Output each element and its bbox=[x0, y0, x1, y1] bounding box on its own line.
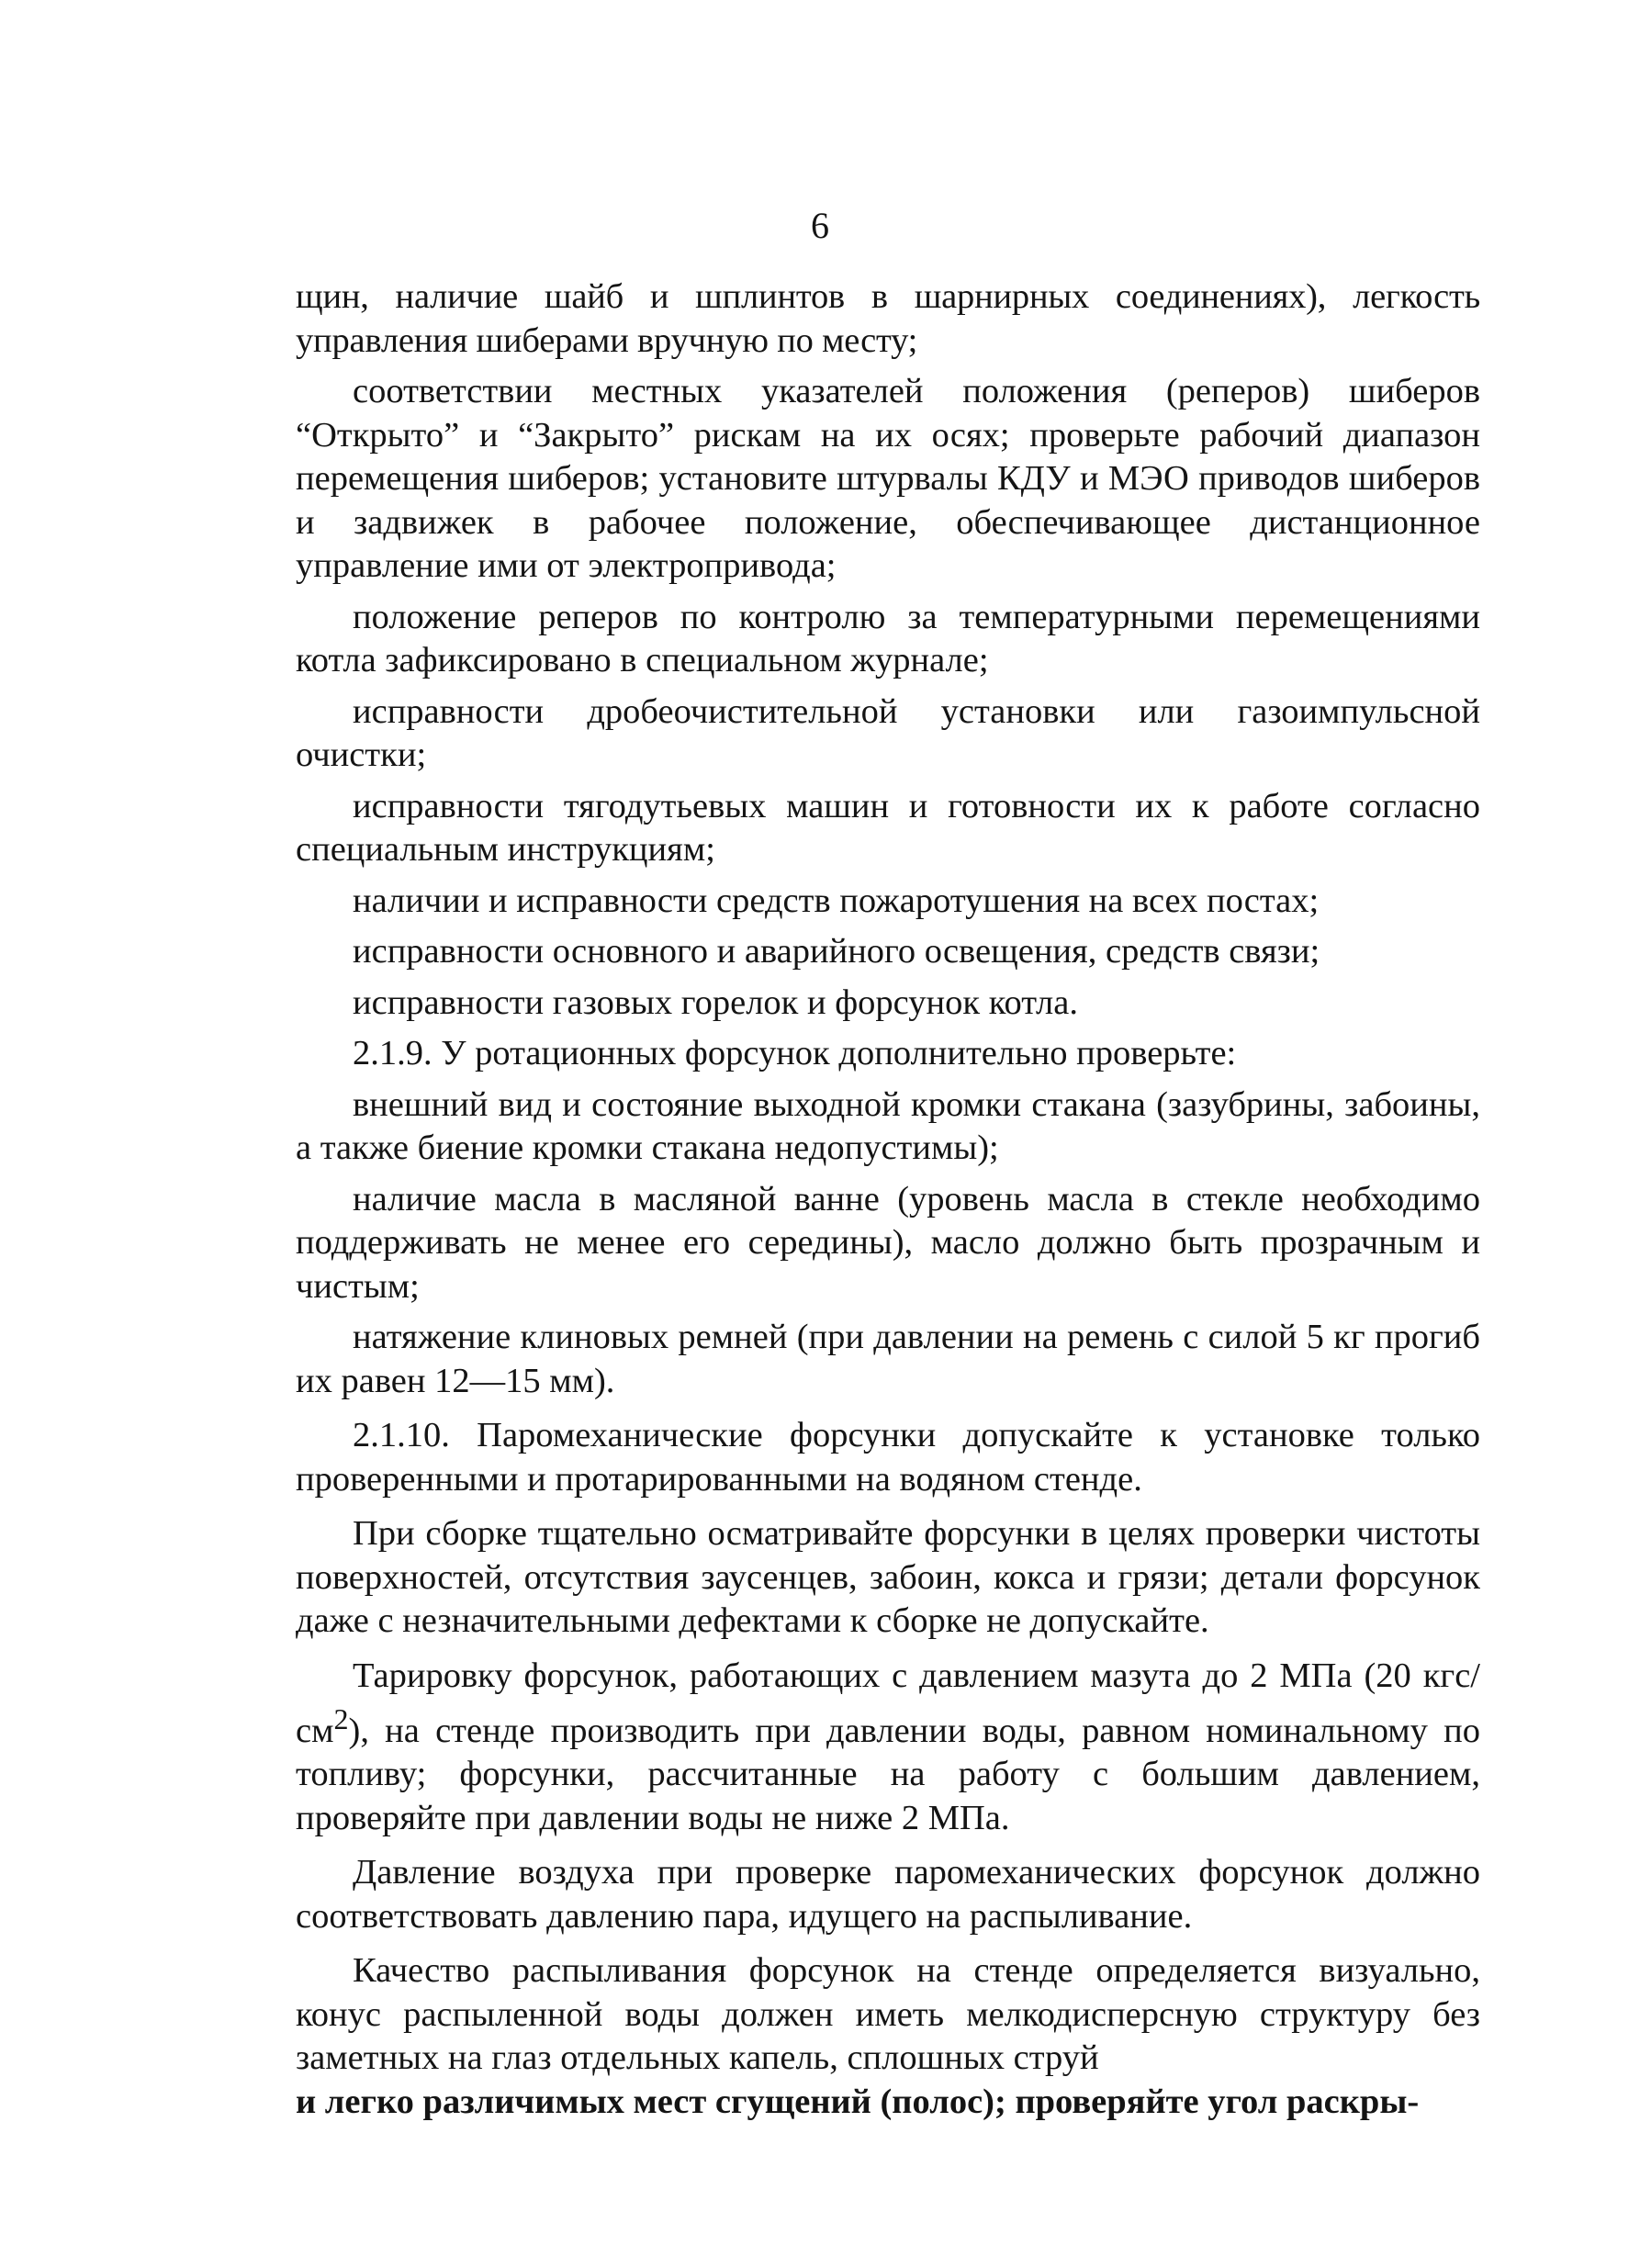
paragraph-11: наличие масла в масляной ванне (уровень масла в стекле необходимо поддерживать не менее его середины), масло должно быть прозрачным и чистым; bbox=[296, 1179, 1480, 1306]
paragraph-1: щин, наличие шайб и шплинтов в шарнирных соединениях), легкость управления шиберами вручную по месту; bbox=[296, 277, 1480, 360]
paragraph-2: соответствии местных указателей положения (реперов) шиберов “Открыто” и “Закрыто” рискам на их осях; проверьте рабочий диапазон перемещения шиберов; установите штурвалы КДУ и МЭО приводов шиберов и задвижек в рабочее положение, обеспечивающее дистанционное управление ими от электропривода; bbox=[296, 372, 1480, 585]
paragraph-8: исправности газовых горелок и форсунок котла. bbox=[353, 982, 1078, 1022]
paragraph-quality: Качество распыливания форсунок на стенде определяется визуально, конус распыленной воды должен иметь мелкодисперсную структуру без заметных на глаз отдельных капель, сплошных струй bbox=[296, 1951, 1480, 2078]
paragraph-5: исправности тягодутьевых машин и готовности их к работе согласно специальным инструкциям; bbox=[296, 786, 1480, 869]
paragraph-last-line: и легко различимых мест сгущений (полос); проверяйте угол раскры- bbox=[296, 2082, 1420, 2121]
paragraph-taring bbox=[296, 1655, 1480, 1841]
section-2-1-9-heading: 2.1.9. У ротационных форсунок дополнительно проверьте: bbox=[353, 1034, 1237, 1072]
document-body bbox=[296, 275, 1480, 2131]
paragraph-7: исправности основного и аварийного освещения, средств связи; bbox=[353, 932, 1320, 971]
paragraph-6: наличии и исправности средств пожаротушения на всех постах; bbox=[353, 881, 1320, 920]
page-number: 6 bbox=[811, 205, 829, 246]
section-2-1-10-paragraph: 2.1.10. Паромеханические форсунки допускайте к установке только проверенными и протарированными на водяном стенде. bbox=[296, 1416, 1480, 1499]
paragraph-12: натяжение клиновых ремней (при давлении на ремень с силой 5 кг прогиб их равен 12—15 мм). bbox=[296, 1318, 1480, 1400]
taring-superscript: 2 bbox=[333, 1702, 349, 1735]
taring-text-part2: ), на стенде производить при давлении воды, равном номинальному по топливу; форсунки, рассчитанные на работу с большим давлением, проверяйте при давлении воды не ниже 2 МПа. bbox=[296, 1711, 1480, 1837]
paragraph-4: исправности дробеочистительной установки или газоимпульсной очистки; bbox=[296, 691, 1480, 774]
paragraph-3: положение реперов по контролю за температурными перемещениями котла зафиксировано в специальном журнале; bbox=[296, 597, 1480, 679]
paragraph-assembly: При сборке тщательно осматривайте форсунки в целях проверки чистоты поверхностей, отсутствия заусенцев, забоин, кокса и грязи; детали форсунок даже с незначительными дефектами к сборке не допускайте. bbox=[296, 1514, 1480, 1640]
paragraph-air-pressure: Давление воздуха при проверке паромеханических форсунок должно соответствовать давлению пара, идущего на распыливание. bbox=[296, 1853, 1480, 1936]
taring-text-part1: Тарировку форсунок, работающих с давлением мазута до 2 МПа (20 кгс/см bbox=[296, 1656, 1480, 1750]
paragraph-10: внешний вид и состояние выходной кромки стакана (зазубрины, забоины, а также биение кромки стакана недопустимы); bbox=[296, 1084, 1480, 1167]
